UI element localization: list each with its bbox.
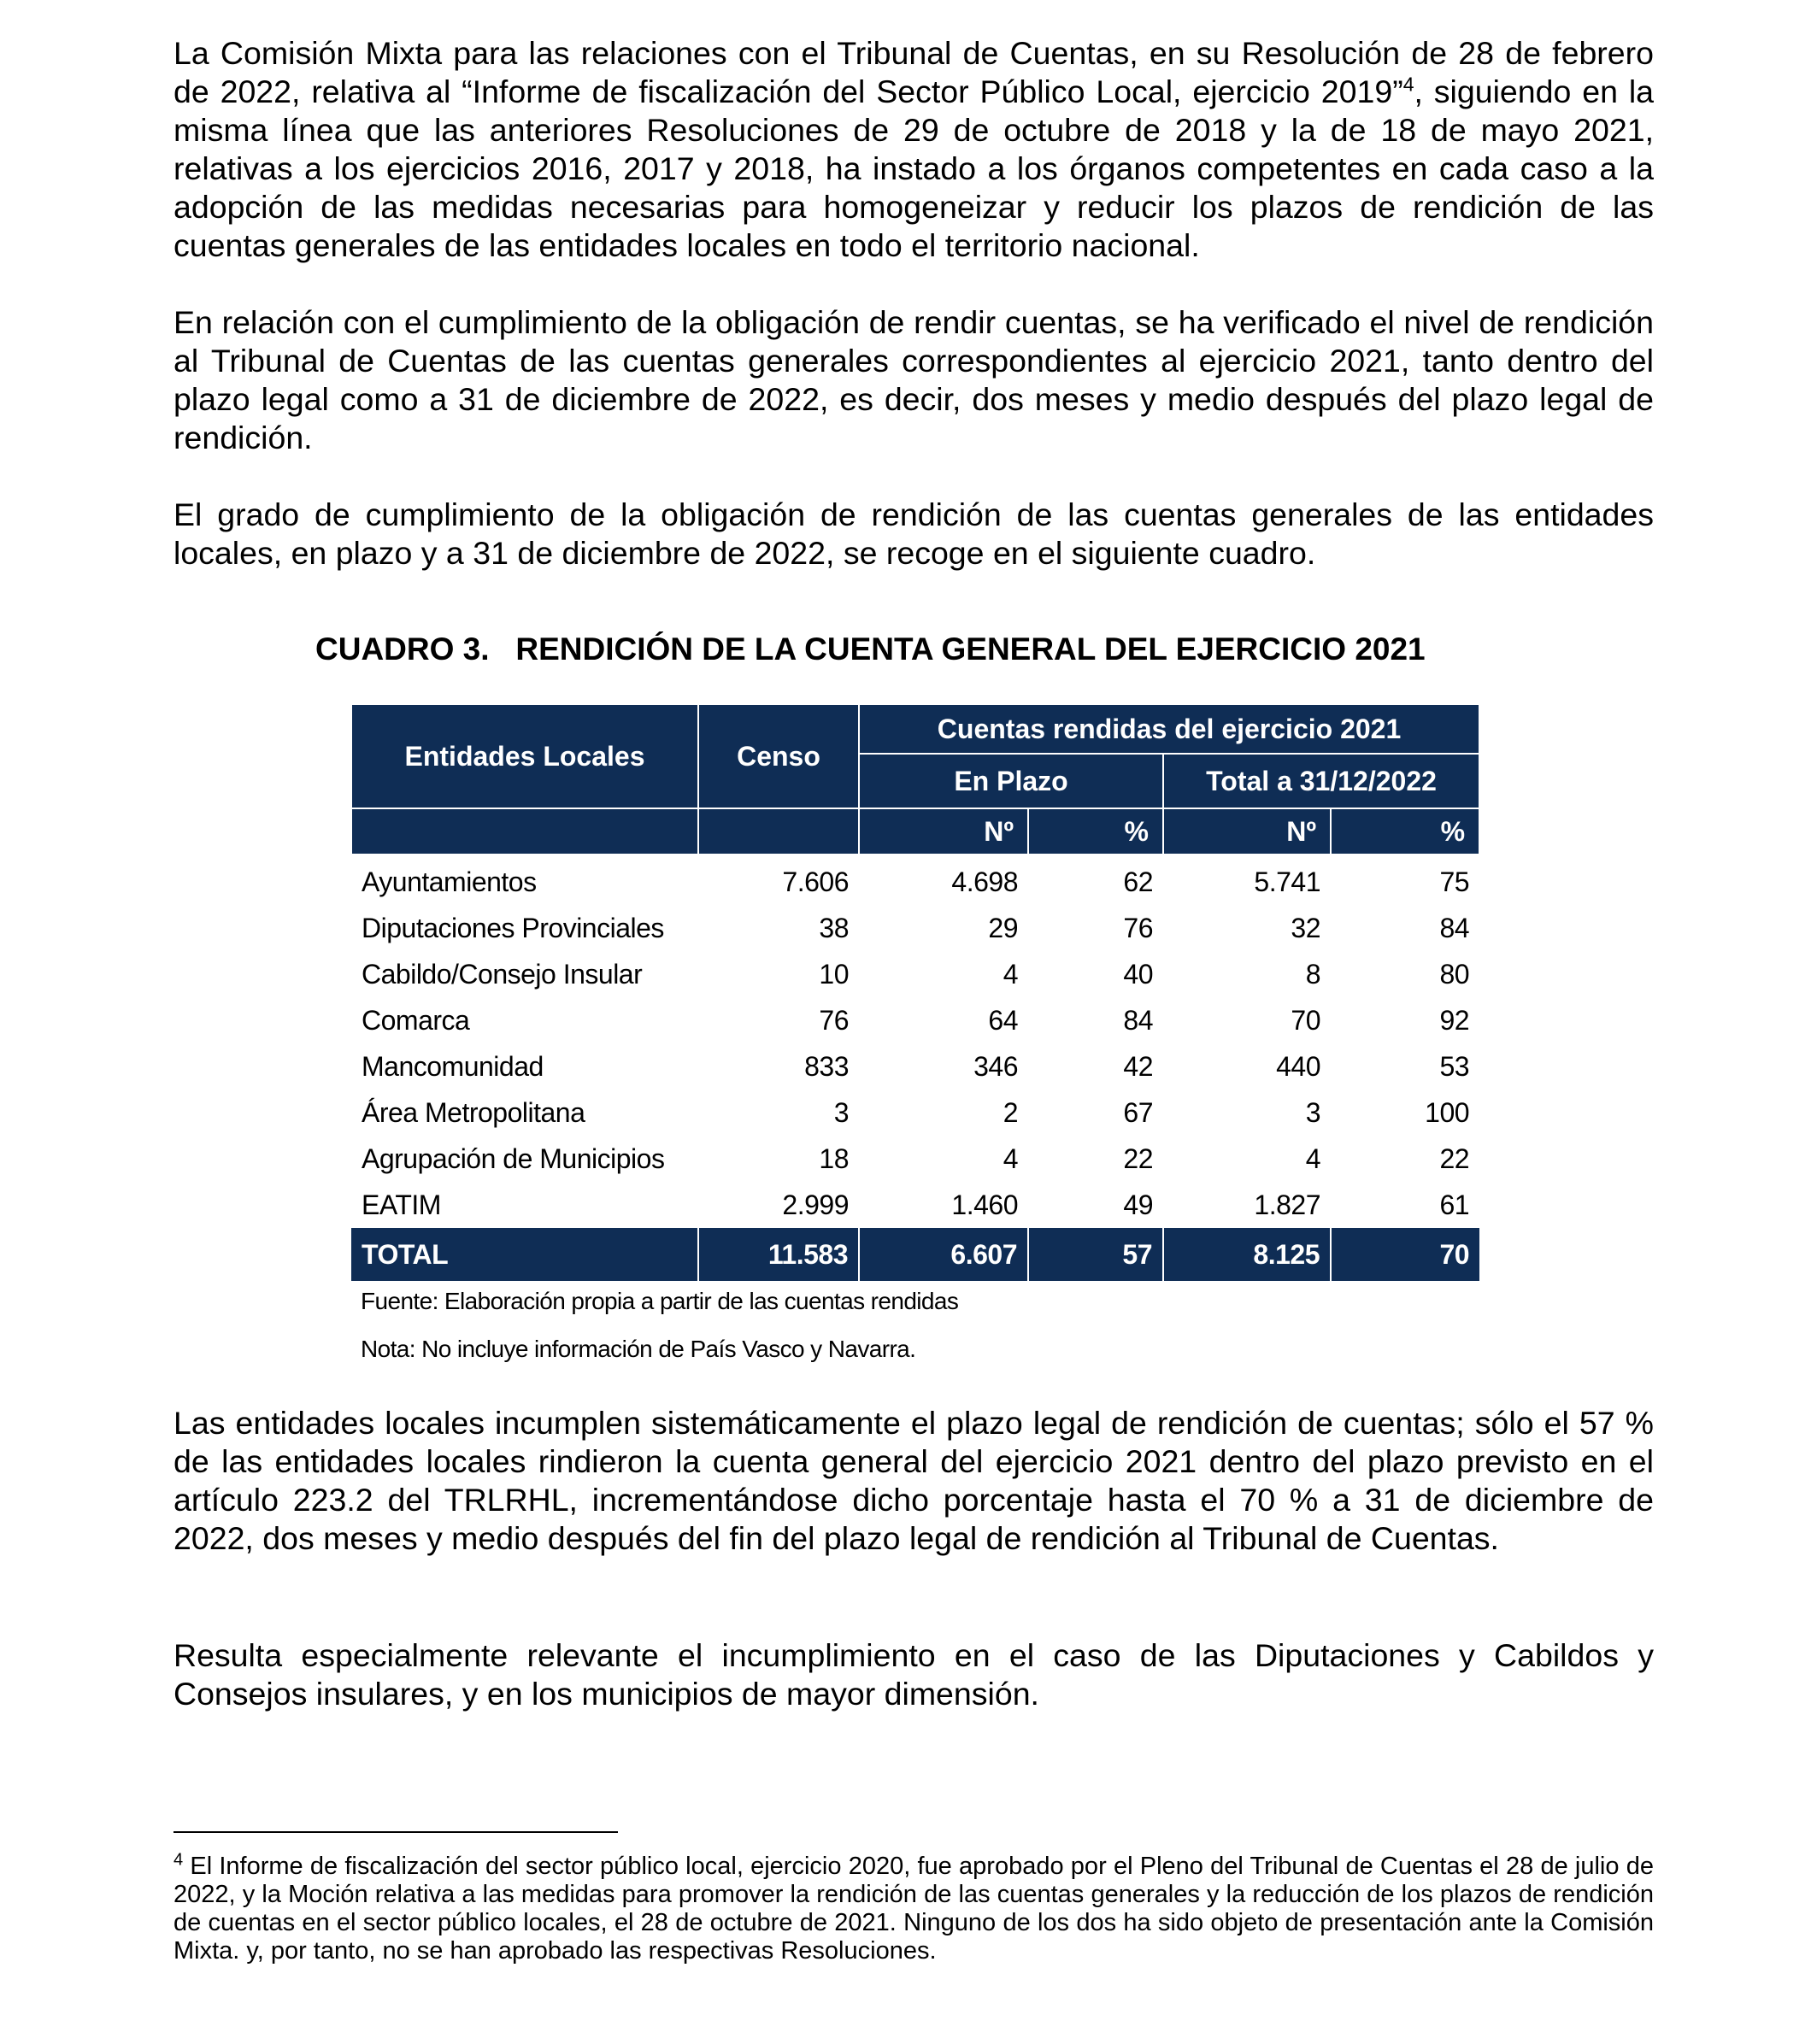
total-plazo-pct: 57 — [1028, 1228, 1163, 1281]
footnote-divider — [173, 1831, 618, 1833]
footnote-reference[interactable]: 4 — [1402, 73, 1414, 96]
paragraph-cumplimiento: En relación con el cumplimiento de la obligación de rendir cuentas, se ha verificado el nivel de rendición al Tribunal de Cuentas de las cuentas generales correspondientes al ejercicio 2021, tanto dentro del plazo legal como a 31 de diciembre de 2022, es decir, dos meses y medio después del plazo legal de rendición. — [173, 304, 1654, 455]
table-row — [351, 855, 1479, 905]
table-total-row — [351, 1228, 1479, 1281]
footnote — [173, 1850, 1654, 1965]
cell-plazo-pct: 22 — [1123, 1142, 1153, 1174]
cell-entidad: Área Metropolitana — [362, 1096, 585, 1128]
cell-plazo-num: 4 — [1003, 958, 1018, 990]
header-blank — [351, 808, 698, 855]
total-plazo-num: 6.607 — [859, 1228, 1028, 1281]
cell-plazo-num: 346 — [973, 1050, 1018, 1082]
header-total-fecha: Total a 31/12/2022 — [1163, 754, 1479, 808]
cell-total-pct: 22 — [1439, 1142, 1470, 1174]
header-total-pct: % — [1331, 808, 1479, 855]
cell-censo: 2.999 — [782, 1189, 849, 1220]
cell-total-num: 70 — [1291, 1004, 1320, 1036]
header-blank — [698, 808, 859, 855]
cell-total-pct: 53 — [1439, 1050, 1470, 1082]
header-plazo-pct: % — [1028, 808, 1163, 855]
cell-plazo-num: 4 — [1003, 1142, 1018, 1174]
cell-censo: 7.606 — [782, 866, 849, 897]
cell-total-pct: 92 — [1439, 1004, 1470, 1036]
cell-censo: 3 — [833, 1096, 849, 1128]
paragraph-text: La Comisión Mixta para las relaciones con el Tribunal de Cuentas, en su Resolución de 28 de febrero de 2022, relativa al “Informe de fiscalización del Sector Público Local, ejercicio 2019” — [173, 35, 1654, 109]
total-total-num: 8.125 — [1163, 1228, 1331, 1281]
table-row — [351, 1043, 1479, 1090]
header-entidades: Entidades Locales — [351, 704, 698, 808]
footnote-text: El Informe de fiscalización del sector público local, ejercicio 2020, fue aprobado por el Pleno del Tribunal de Cuentas el 28 de julio de 2022, y la Moción relativa a las medidas para promover la rendición de las cuentas generales y la reducción de los plazos de rendición de cuentas en el sector público locales, el 28 de octubre de 2021. Ninguno de los dos ha sido objeto de presentación ante la Comisión Mixta. y, por tanto, no se han aprobado las respectivas Resoluciones. — [173, 1853, 1654, 1965]
table-source: Fuente: Elaboración propia a partir de las cuentas rendidas — [361, 1288, 959, 1314]
footnote-marker: 4 — [173, 1850, 184, 1870]
cell-entidad: Ayuntamientos — [362, 866, 537, 897]
cell-entidad: Comarca — [362, 1004, 470, 1036]
cell-censo: 10 — [819, 958, 849, 990]
cell-total-pct: 100 — [1425, 1096, 1470, 1128]
cell-plazo-num: 4.698 — [951, 866, 1018, 897]
header-censo: Censo — [698, 704, 859, 808]
header-total-num: Nº — [1163, 808, 1331, 855]
paragraph-grado-cumplimiento: El grado de cumplimiento de la obligación de rendición de las cuentas generales de las entidades locales, en plazo y a 31 de diciembre de 2022, se recoge en el siguiente cuadro. — [173, 496, 1654, 571]
cell-censo: 38 — [819, 912, 849, 943]
cell-total-pct: 61 — [1439, 1189, 1470, 1220]
cell-total-num: 3 — [1305, 1096, 1320, 1128]
paragraph-comision-mixta — [173, 34, 1654, 265]
total-label: TOTAL — [351, 1228, 698, 1281]
cell-total-num: 1.827 — [1254, 1189, 1320, 1220]
cell-plazo-pct: 84 — [1123, 1004, 1153, 1036]
cell-plazo-num: 2 — [1003, 1096, 1018, 1128]
cell-entidad: Agrupación de Municipios — [362, 1142, 665, 1174]
header-group-cuentas: Cuentas rendidas del ejercicio 2021 — [859, 704, 1479, 754]
table-title: CUADRO 3. RENDICIÓN DE LA CUENTA GENERAL DEL EJERCICIO 2021 — [315, 631, 1426, 667]
paragraph-relevante: Resulta especialmente relevante el incumplimiento en el caso de las Diputaciones y Cabildos y Consejos insulares, y en los municipios de mayor dimensión. — [173, 1637, 1654, 1712]
paragraph-incumplimiento: Las entidades locales incumplen sistemáticamente el plazo legal de rendición de cuentas; sólo el 57 % de las entidades locales rindieron la cuenta general del ejercicio 2021 dentro del plazo previsto en el artículo 223.2 del TRLRHL, incrementándose dicho porcentaje hasta el 70 % a 31 de diciembre de 2022, dos meses y medio después del fin del plazo legal de rendición al Tribunal de Cuentas. — [173, 1405, 1654, 1556]
cell-total-pct: 75 — [1439, 866, 1470, 897]
cell-entidad: Diputaciones Provinciales — [362, 912, 664, 943]
table-row — [351, 1136, 1479, 1182]
cell-plazo-pct: 40 — [1123, 958, 1153, 990]
table-note: Nota: No incluye información de País Vasco y Navarra. — [361, 1336, 916, 1362]
cell-entidad: Cabildo/Consejo Insular — [362, 958, 643, 990]
cell-total-num: 8 — [1305, 958, 1320, 990]
cell-plazo-num: 64 — [988, 1004, 1018, 1036]
cell-entidad: EATIM — [362, 1189, 441, 1220]
cell-total-num: 5.741 — [1254, 866, 1320, 897]
rendicion-table — [350, 703, 1480, 1281]
cell-plazo-pct: 42 — [1123, 1050, 1153, 1082]
cell-total-num: 32 — [1291, 912, 1320, 943]
cell-plazo-pct: 49 — [1123, 1189, 1153, 1220]
header-en-plazo: En Plazo — [859, 754, 1163, 808]
paragraph-text: , siguiendo en la misma línea que las anteriores Resoluciones de 29 de octubre de 2018 y la de 18 de mayo 2021, relativas a los ejercicios 2016, 2017 y 2018, ha instado a los órganos competentes en cada caso a la adopción de las medidas necesarias para homogeneizar y reducir los plazos de rendición de las cuentas generales de las entidades locales en todo el territorio nacional. — [173, 73, 1655, 263]
table-row — [351, 905, 1479, 951]
header-plazo-num: Nº — [859, 808, 1028, 855]
cell-total-num: 4 — [1305, 1142, 1320, 1174]
cell-total-pct: 80 — [1439, 958, 1470, 990]
total-total-pct: 70 — [1331, 1228, 1479, 1281]
cell-censo: 833 — [804, 1050, 849, 1082]
table-row — [351, 997, 1479, 1043]
cell-censo: 76 — [819, 1004, 849, 1036]
total-censo: 11.583 — [698, 1228, 859, 1281]
cell-plazo-pct: 67 — [1123, 1096, 1153, 1128]
cell-censo: 18 — [819, 1142, 849, 1174]
table-row — [351, 1182, 1479, 1228]
cell-plazo-pct: 76 — [1123, 912, 1153, 943]
cell-total-num: 440 — [1276, 1050, 1320, 1082]
cell-plazo-num: 29 — [988, 912, 1018, 943]
table-row — [351, 1090, 1479, 1136]
cell-plazo-pct: 62 — [1123, 866, 1153, 897]
table-row — [351, 951, 1479, 997]
cell-plazo-num: 1.460 — [951, 1189, 1018, 1220]
cell-total-pct: 84 — [1439, 912, 1470, 943]
cell-entidad: Mancomunidad — [362, 1050, 544, 1082]
